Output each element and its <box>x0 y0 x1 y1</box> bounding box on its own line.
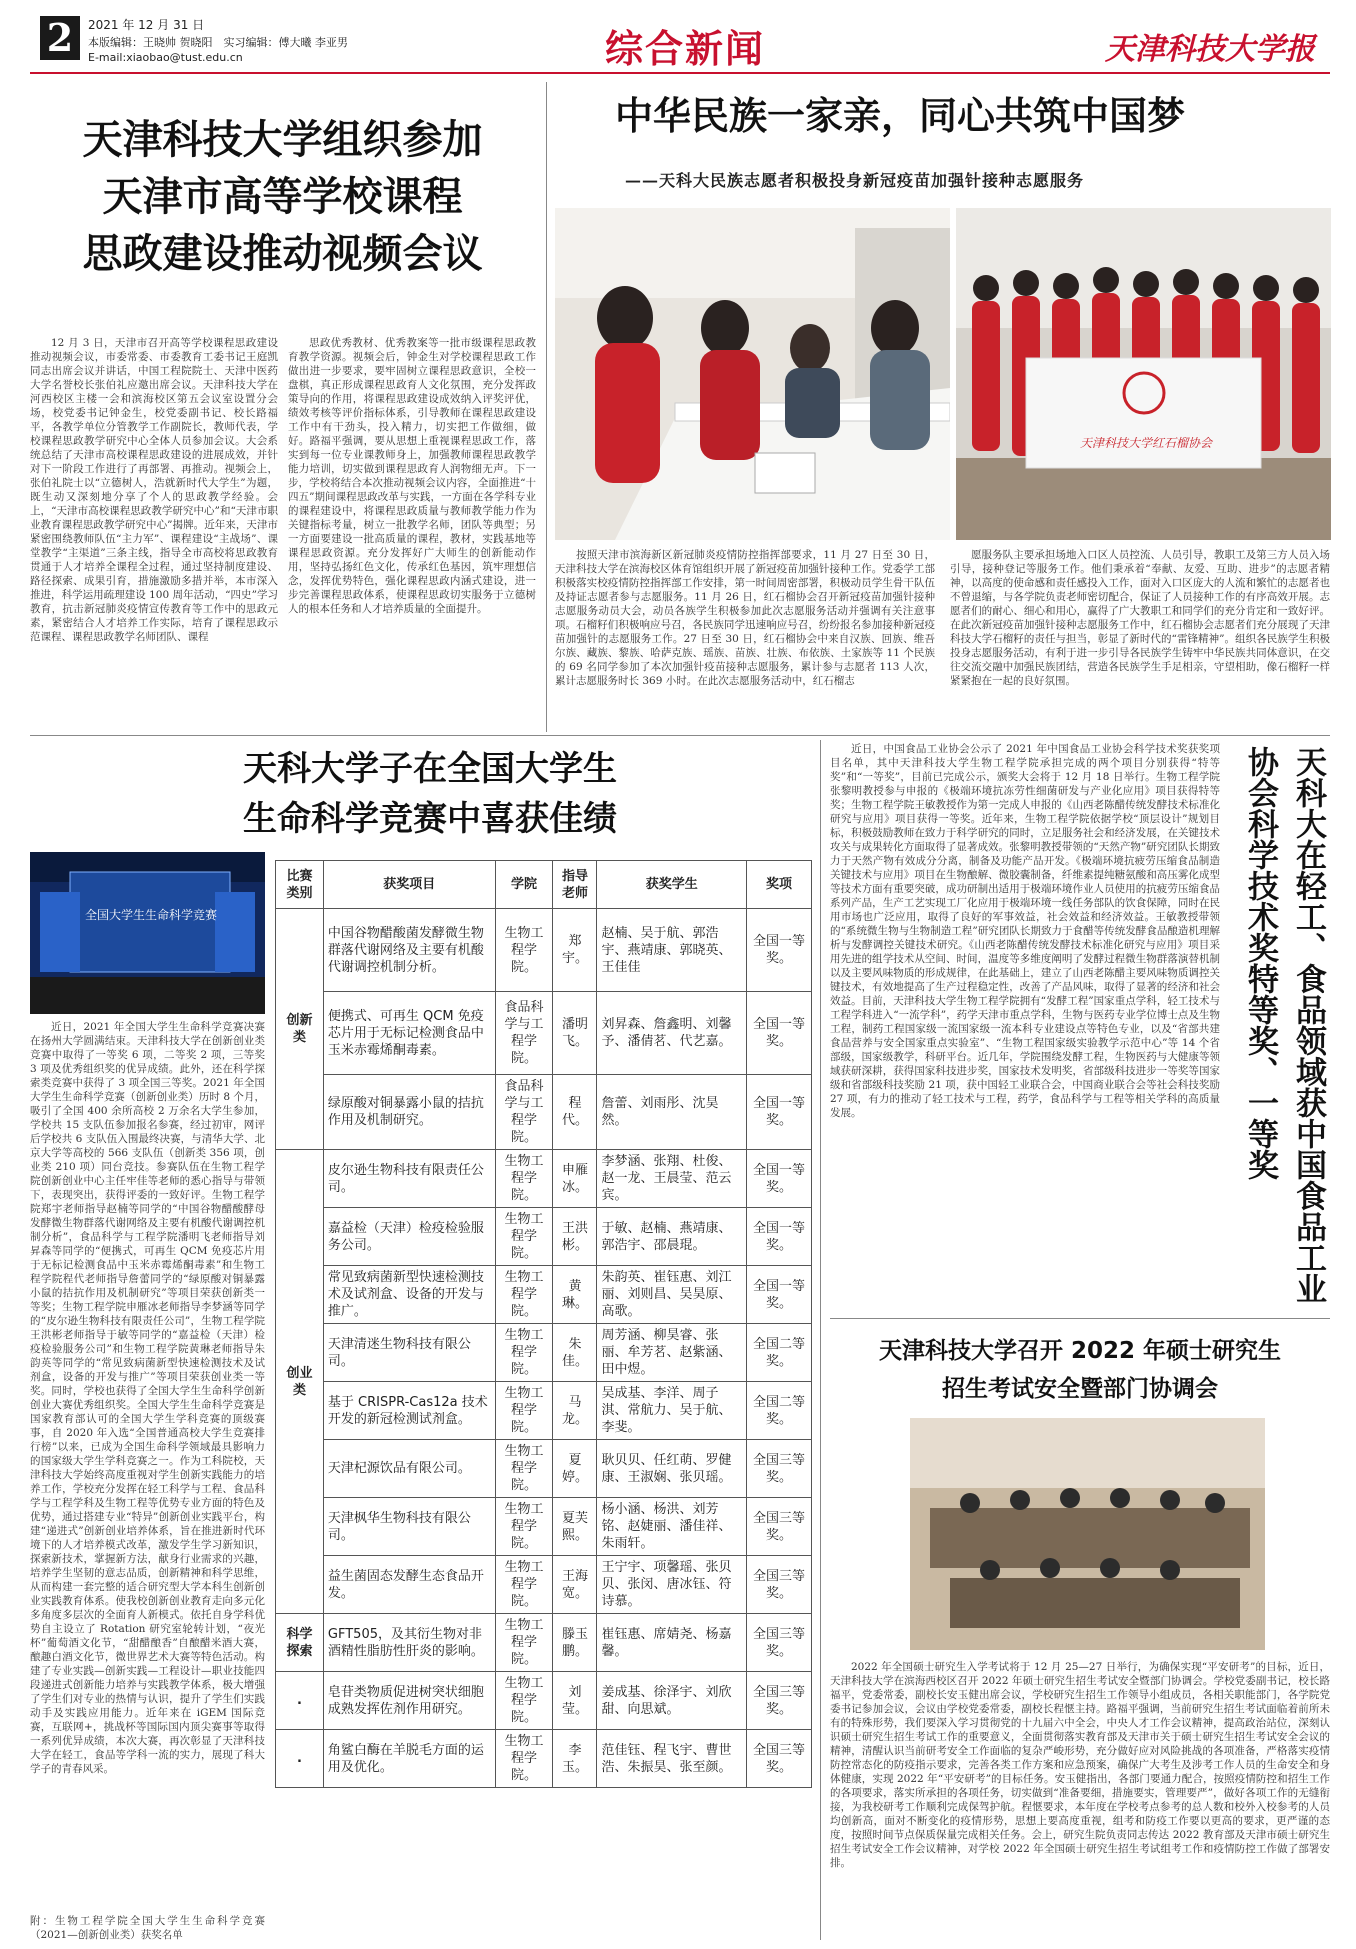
table-cell-advisor: 郑宇。 <box>553 909 597 992</box>
article1-title-line-1: 天津科技大学组织参加 <box>82 117 483 163</box>
table-cell-students: 赵楠、吴于航、郭浩宇、燕靖康、郭晓英、王佳佳 <box>597 909 747 992</box>
table-row <box>276 909 812 992</box>
table-cell-award: 全国一等奖。 <box>747 1150 812 1208</box>
article5-title-line-2: 招生考试安全暨部门协调会 <box>942 1376 1218 1402</box>
table-cell-advisor: 黄琳。 <box>553 1266 597 1324</box>
table-cell-project: 中国谷物醋酸菌发酵微生物群落代谢网络及主要有机酸代谢调控机制分析。 <box>323 909 495 992</box>
table-cell-students: 范佳钰、程飞宇、曹世浩、朱振昊、张至颜。 <box>597 1730 747 1788</box>
header-category: 比赛类别 <box>276 861 324 909</box>
stage-illustration <box>30 852 265 1014</box>
table-cell-students: 吴成基、李洋、周子淇、常航力、吴于航、李斐。 <box>597 1382 747 1440</box>
table-cell-students: 王宁宇、项馨瑶、张贝贝、张闵、唐冰钰、符诗慕。 <box>597 1556 747 1614</box>
table-cell-category: . <box>276 1672 324 1730</box>
article4-body: 近日，中国食品工业协会公示了 2021 年中国食品工业协会科学技术奖获奖项目名单，其中天津科技大学生物工程学院承担完成的两个项目分别获得“特等奖”和“一等奖”，目前已完成公示，颁奖大会将于 12 月 18 日举行。生物工程学院张黎明教授参与申报的《极端环境抗冻劳性细菌研发与产业化应用》项目获得特等奖；生物工程学院王敏教授作为第一完成人申报的《山西老陈醋传统发酵技术标准化研究与应用》项目获得一等奖。近年来，生物工程学院依据学校“顶层设计”规划目标，积极鼓励教师在致力于科学研究的同时，立足服务社会和经济发展，在关键技术攻关与成果转化方面取得了显著成效。张黎明教授带领的“天然产物”研究团队长期致力于天然产物有效成分分离，制备及功能产品开发。《极端环境抗疲劳压缩食品制造关键技术与应用》项目在生物酿解、微胶囊制备，纤维素提纯糖氨酸和高压雾化成型等技术方面有重要突破，成功研制出适用于极端环境作业人员使用的抗疲劳压缩食品系列产品，生产工艺实现工厂化应用于极端环境一线任务部队的饮食保障，同时在民用市场也广泛应用，取得了良好的军事效益，社会效益和经济效益。王敏教授带领的“系统微生物与生物制造工程”研究团队长期致力于食醋等传统发酵食品酿造机理解析与发酵调控关键技术研究。《山西老陈醋传统发酵技术标准化研究与应用》项目采用先进的组学技术从空间、时间，温度等多维度阐明了发酵过程微生物群落演替机制以及主要风味物质的形成规律，在此基础上，建立了山西老陈醋主要风味物质调控关键技术，有效地提高了生产过程稳定性，改善了产品风味，取得了显著的经济和社会效益。目前，天津科技大学生物工程学院拥有“发酵工程”国家重点学科，轻工技术与工程学科进入“一流学科”，药学天津市重点学科，生物与医药专业学位博士点及生物工程，制药工程国家级一流国家级一流本科专业建设点等特色专业，以及“省部共建食品营养与安全国家重点实验室”、“生物工程国家级实验教学示范中心”等 14 个省部级，国家级教学，科研平台。近几年，学院围绕发酵工程，生物医药与大健康等领域获研深耕，获得国家科技进步奖，国家技术发明奖，省部级科技进步一等奖等国家级和省部级科技奖励 21 项，获中国轻工业联合会，中国商业联合会等社会科技奖励 27 项，有力的推动了轻工技术与工程，药学，食品科学与工程等相关学科的高质量发展。 <box>830 743 1220 1119</box>
table-cell-college: 生物工程学院。 <box>495 1324 553 1382</box>
article3-title-line-2: 生命科学竞赛中喜获佳绩 <box>243 799 617 839</box>
volunteer-desk-illustration <box>555 208 950 540</box>
table-cell-students: 詹蕾、刘雨彤、沈昊然。 <box>597 1075 747 1150</box>
table-cell-project: GFT505，及其衍生物对非酒精性脂肪性肝炎的影响。 <box>323 1614 495 1672</box>
horizontal-divider-right <box>830 1318 1330 1319</box>
table-cell-project: 益生菌固态发酵生态食品开发。 <box>323 1556 495 1614</box>
article2-body-col2: 愿服务队主要承担场地入口区人员控流、人员引导，教职工及第三方人员入场引导，接种登记等服务工作。他们秉承着“奉献、友爱、互助、进步”的志愿者精神，以高度的使命感和责任感投入工作，面对入口区庞大的人流和繁忙的志愿者也不曾退缩，与各学院负责老师密切配合，保证了人员接种工作的有序高效开展。志愿者们的耐心、细心和用心，赢得了广大教职工和同学们的充分肯定和一致好评。在此次新冠疫苗加强针接种志愿服务工作中，红石榴协会志愿者们充分展现了天津科技大学石榴籽的责任与担当，彰显了新时代的“雷锋精神”。组织各民族学生积极投身志愿服务活动，有利于进一步引导各民族学生铸牢中华民族共同体意识，在交往交流交融中加强民族团结，营造各民族学生手足相亲，守望相助，像石榴籽一样紧紧抱在一起的良好氛围。 <box>950 549 1330 687</box>
table-row <box>276 1382 812 1440</box>
article1-title-line-2: 天津市高等学校课程 <box>102 174 463 220</box>
page-number-box <box>40 16 80 60</box>
table-cell-project: 天津清迷生物科技有限公司。 <box>323 1324 495 1382</box>
table-cell-award: 全国三等奖。 <box>747 1556 812 1614</box>
awards-table-wrapper <box>275 860 812 1788</box>
table-cell-advisor: 朱佳。 <box>553 1324 597 1382</box>
table-row <box>276 1672 812 1730</box>
horizontal-divider-mid <box>30 735 1330 736</box>
table-cell-students: 崔钰惠、席婧尧、杨嘉馨。 <box>597 1614 747 1672</box>
issue-date: 2021 年 12 月 31 日 <box>88 18 205 32</box>
table-cell-students: 杨小涵、杨洪、刘芳铭、赵婕丽、潘佳祥、朱雨轩。 <box>597 1498 747 1556</box>
article2-title: 中华民族一家亲，同心共筑中国梦 <box>614 94 1185 138</box>
table-cell-project: 嘉益检（天津）检疫检验服务公司。 <box>323 1208 495 1266</box>
table-cell-project: 常见致病菌新型快速检测技术及试剂盒、设备的开发与推广。 <box>323 1266 495 1324</box>
table-cell-students: 朱韵英、崔钰惠、刘江丽、刘则昌、吴昊原、高歌。 <box>597 1266 747 1324</box>
table-cell-project: 皮尔逊生物科技有限责任公司。 <box>323 1150 495 1208</box>
article4-title: 天科大在轻工、食品领域获中国食品工业协会科学技术奖特等奖、一等奖 <box>1242 746 1326 1304</box>
meeting-illustration <box>910 1418 1265 1650</box>
email-line: E-mail:xiaobao@tust.edu.cn <box>88 51 243 64</box>
article2-body-col1: 按照天津市滨海新区新冠肺炎疫情防控指挥部要求，11 月 27 日至 30 日，天津科技大学在滨海校区体育馆组织开展了新冠疫苗加强针接种工作。党委学工部积极落实校疫情防控指挥部工作安排，第一时间周密部署，积极动员学生骨干队伍及持证志愿者参与志愿服务。11 月 26 日，红石榴协会召开新冠疫苗加强针接种志愿服务动员大会，动员各族学生积极参加此次志愿服务活动并强调有关注意事项。石榴籽们积极响应号召，各民族同学迅速响应号召，纷纷报名参加接种新冠疫苗加强针的志愿服务工作。27 日至 30 日，红石榴协会中来自汉族、回族、维吾尔族、藏族、黎族、哈萨克族、瑶族、苗族、壮族、布依族、土家族等 11 个民族的 69 名同学参加了本次加强针疫苗接种志愿服务，累计参与志愿者 113 人次，累计志愿服务时长 369 小时。在此次志愿服务活动中，红石榴志 <box>555 549 935 687</box>
table-cell-students: 姜成基、徐泽宇、刘欣甜、向思斌。 <box>597 1672 747 1730</box>
header-students: 获奖学生 <box>597 861 747 909</box>
table-cell-project: 便携式、可再生 QCM 免疫芯片用于无标记检测食品中玉米赤霉烯酮毒素。 <box>323 992 495 1075</box>
article3-appendix: 附：生物工程学院全国大学生生命科学竞赛（2021—创新创业类）获奖名单 <box>30 1915 265 1941</box>
table-row <box>276 1556 812 1614</box>
column-divider-bottom <box>820 740 821 1940</box>
header-college: 学院 <box>495 861 553 909</box>
volunteer-desk-photo <box>555 208 950 540</box>
table-cell-award: 全国三等奖。 <box>747 1672 812 1730</box>
table-cell-college: 生物工程学院。 <box>495 1672 553 1730</box>
article3-body: 近日，2021 年全国大学生生命科学竞赛决赛在扬州大学圆满结束。天津科技大学在创新创业类竞赛中取得了一等奖 6 项，二等奖 2 项，三等奖 3 项及优秀组织奖的优异成绩。此外，还在科学探索类竞赛中获得了 3 项全国三等奖。2021 年全国大学生生命科学竞赛（创新创业类）历时 8 个月，吸引了全国 400 余所高校 2 万余名大学生参加，学校共 15 支队伍参加报名参赛，经过初审，网评后学校共 6 支队伍入围最终决赛，与清华大学、北京大学等高校的 566 支队伍（创新类 356 项，创业类 210 项）同台竞技。参赛队伍在生物工程学院创新创业中心主任牢佳等老师的悉心指导与带领下，表现突出，获得评委的一致好评。生物工程学院郑宇老师指导赵楠等同学的“中国谷物醋酸酵母发酵微生物群落代谢网络及主要有机酸代谢调控机制分析”，食品科学与工程学院潘明飞老师指导刘昇森等同学的“便携式，可再生 QCM 免疫芯片用于无标记检测食品中玉米赤霉烯酮毒素”和生物工程学院程代老师指导詹蕾同学的“绿原酸对铜暴露小鼠的拮抗作用及机制研究”等项目荣获创新类一等奖；生物工程学院申雁冰老师指导李梦涵等同学的“皮尔逊生物科技有限责任公司”，生物工程学院王洪彬老师指导于敏等同学的“嘉益检（天津）检疫检验服务公司”和生物工程学院黄琳老师指导朱韵英等同学的“常见致病菌新型快速检测技术及试剂盒，设备的开发与推广”等项目荣获创业类一等奖。同时，学校也获得了全国大学生生命科学创新创业大赛优秀组织奖。全国大学生生命科学竞赛是国家教育部认可的全国大学生学科竞赛的顶级赛事，自 2020 年入选“全国普通高校大学生竞赛排行榜”以来，已成为全国生命科学领域最具影响力的国家级大学生学科竞赛之一。作为工科院校，天津科技大学始终高度重视对学生创新实践能力的培养工作，学校充分发挥在轻工科学与工程、食品科学与工程学科及生物工程等优势专业方面的特色及优势，通过搭建专业“特异”创新创业实践平台，构建“递进式”创新创业培养体系，旨在推进新时代环境下的人才培养模式改革，激发学生学习新知识，探索新技术，掌握新方法，献身行业需求的兴趣，培养学生坚韧的意志品质，创新精神和科学思维，从而构建一套完整的适合研究型大学本科生创新创业实践教育体系。使我校创新创业教育走向多元化多角度多层次的全面育人新模式。依托自身学科优势自主设立了 Rotation 研究室轮转计划，“夜光杯”葡萄酒文化节，“甜醋酿香”自酿醋米酒大赛，酿趣白酒文化节，微世界艺术大赛等特色活动。构建了专业实践—创新实践—工程设计—职业技能四段递进式创新能力培养与实践教学体系，极大增强了学生们对专业的热情与认识，提升了学生们实践动手及实践应用能力。近年来在 iGEM 国际竞赛，互联网+，挑战杯等国际国内顶尖赛事等取得一系列优异成绩，本次大赛，再次彰显了天津科技大学在轻工，食品等学科一流的实力，展现了科大学子的青春风采。 <box>30 1021 265 1775</box>
table-cell-college: 生物工程学院。 <box>495 1730 553 1788</box>
table-cell-category: 创业类 <box>276 1150 324 1614</box>
table-cell-award: 全国一等奖。 <box>747 909 812 992</box>
header-advisor: 指导老师 <box>553 861 597 909</box>
table-row <box>276 1150 812 1208</box>
table-cell-advisor: 程代。 <box>553 1075 597 1150</box>
table-cell-advisor: 马龙。 <box>553 1382 597 1440</box>
table-row <box>276 1614 812 1672</box>
table-cell-college: 生物工程学院。 <box>495 1382 553 1440</box>
table-cell-award: 全国一等奖。 <box>747 992 812 1075</box>
table-cell-award: 全国一等奖。 <box>747 1208 812 1266</box>
table-row <box>276 1208 812 1266</box>
table-cell-project: 角鲨白酶在羊脱毛方面的运用及优化。 <box>323 1730 495 1788</box>
table-cell-category: 创新类 <box>276 909 324 1150</box>
table-cell-project: 天津杞源饮品有限公司。 <box>323 1440 495 1498</box>
volunteer-group-photo <box>956 208 1331 540</box>
group-photo-illustration <box>956 208 1331 540</box>
table-cell-award: 全国三等奖。 <box>747 1730 812 1788</box>
table-cell-college: 生物工程学院。 <box>495 1440 553 1498</box>
table-cell-project: 基于 CRISPR-Cas12a 技术开发的新冠检测试剂盒。 <box>323 1382 495 1440</box>
banner-text: 天津科技大学红石榴协会 <box>1079 436 1212 450</box>
table-cell-award: 全国二等奖。 <box>747 1382 812 1440</box>
table-row <box>276 1324 812 1382</box>
article1-body-col1: 12 月 3 日，天津市召开高等学校课程思政建设推动视频会议，市委常委、市委教育工委书记王庭凯同志出席会议并讲话，中国工程院院士、天津中医药大学名誉校长张伯礼应邀出席会议。天津科技大学在河西校区主楼一会和滨海校区第五会议室设置分会场，校党委书记钟金生，校党委副书记、校长路福平，各教学单位分管教学工作副院长，教师代表，学校课程思政教学研究中心全体人员参加会议。大会系统总结了天津市高校课程思政建设的进展成效，并针对下一阶段工作进行了再部署、再推动。视频会上，张伯礼院士以“立德树人，浩就新时代大学生”为题，既生动又深刻地分享了个人的思政教学经验。会上，“天津市高校课程思政教学研究中心”和“天津市职业教育课程思政教学研究中心”揭牌。近年来，天津市紧密围绕教师队伍“主力军”、课程建设“主战场”、课堂教学“主渠道”三条主线，指导全市高校将思政教育贯通于人才培养全课程全过程，通过坚持制度建设、路径探索、成果引育，措施激励多措并举，本市深入推进，科学运用疏理建设 100 周年活动，“四史”学习教育，抗击新冠肺炎疫情宣传教育等工作中的思政元素，紧密结合人才培养工作实际，培育了课程思政示范课程、课程思政教学名师团队、课程 <box>30 337 278 643</box>
table-row <box>276 1075 812 1150</box>
table-cell-advisor: 夏婷。 <box>553 1440 597 1498</box>
awards-table <box>275 860 812 1788</box>
editors-line: 本版编辑：王晓帅 贺晓阳 实习编辑：傅大曦 李亚男 <box>88 36 348 49</box>
meeting-photo <box>910 1418 1265 1650</box>
table-cell-advisor: 李玉。 <box>553 1730 597 1788</box>
article5-title-line-1: 天津科技大学召开 2022 年硕士研究生 <box>878 1338 1282 1364</box>
article1-body-col2: 思政优秀教材、优秀教案等一批市级课程思政教育教学资源。视频会后，钟金生对学校课程思政工作做出进一步要求，要牢固树立课程思政意识，全校一盘棋，真正形成课程思政育人文化氛围，充分发挥政策导向的作用，将课程思政建设成效纳入评奖评优，绩效考核等评价指标体系，引导教师在课程思政建设工作中有干劲头，投入精力，切实把工作做细，做好。路福平强调，要从思想上重视课程思政工作，落实到每一位专业课教师身上，加强教师课程思政教学能力培训，切实做到课程思政育人润物细无声。下一步，学校将结合本次推动视频会议内容，全面推进“十四五”期间课程思政改革与实践，一方面在各学科专业的课程建设中，将课程思政质量与教师教学能力作为关键指标考量，树立一批教学名师，团队等典型；另一方面要建设一批高质量的课程，教材，实践基地等课程思政资源。充分发挥好广大师生的创新能动作用，坚持弘扬红色文化，传承红色基因，筑牢理想信念，发挥优势特色，强化课程思政内涵式建设，进一步完善课程思政体系，使课程思政切实服务于立德树人的根本任务和人才培养质量的全面提升。 <box>288 337 536 615</box>
table-cell-award: 全国一等奖。 <box>747 1266 812 1324</box>
article1-title <box>30 112 535 283</box>
table-cell-college: 生物工程学院。 <box>495 1208 553 1266</box>
table-row <box>276 1266 812 1324</box>
table-cell-project: 绿原酸对铜暴露小鼠的拮抗作用及机制研究。 <box>323 1075 495 1150</box>
table-cell-students: 李梦涵、张翔、杜俊、赵一龙、王晨莹、范云宾。 <box>597 1150 747 1208</box>
table-cell-advisor: 刘莹。 <box>553 1672 597 1730</box>
table-cell-advisor: 潘明飞。 <box>553 992 597 1075</box>
header-award: 奖项 <box>747 861 812 909</box>
article5-body: 2022 年全国硕士研究生入学考试将于 12 月 25—27 日举行，为确保实现“平安研考”的目标，近日，天津科技大学在滨海西校区召开 2022 年硕士研究生招生考试安全暨部门协调会。学校党委副书记，校长路福平，党委常委，副校长安玉健出席会议，学校研究生招生工作领导小组成员，各相关职能部门，各学院党委书记参加会议，会议由学校党委常委，副校长程惬主持。路福平强调，当前研究生招生考试面临着前所未有的特殊形势，我们要深入学习贯彻党的十九届六中全会，中央人才工作会议精神，提高政治站位，深刻认识硕士研究生招生考试工作的重要意义，全面贯彻落实教育部及天津市关于硕士研究生招生考试安全会议的精神，清醒认识当前研考安全工作面临的复杂严峻形势，充分做好应对风险挑战的各项准备，严格落实疫情防控常态化的防疫指示要求，完善各类工作方案和应急预案，确保广大考生及涉考工作人员的生命安全和身体健康，实现 2022 年“平安研考”的目标任务。安玉健指出，各部门要通力配合，按照疫情防控和招生工作的各项要求，落实所承担的各项任务，切实做到“准备要细，措施要实，管理要严”，做好各项工作的无缝衔接，为我校研考工作顺利完成保驾护航。程惬要求，本年度在学校考点参考的总人数和校外入校参考的人员均创新高，面对不断变化的疫情形势，思想上要高度重视，组考和防疫工作要以更高的要求，更严谨的态度，按照时间节点保质保量完成相关任务。会上，研究生院负责同志传达 2022 教育部及天津市硕士研究生招生考试安全工作会议精神，对学校 2022 年全国硕士研究生招生考试组考工作和疫情防控工作做了部署安排。 <box>830 1661 1330 1869</box>
article3-title-line-1: 天科大学子在全国大学生 <box>243 749 617 789</box>
column-divider-top <box>546 82 547 732</box>
table-cell-students: 于敏、赵楠、燕靖康、郭浩宇、邵晨琨。 <box>597 1208 747 1266</box>
table-cell-advisor: 夏芙熙。 <box>553 1498 597 1556</box>
table-row <box>276 992 812 1075</box>
table-cell-college: 生物工程学院。 <box>495 1498 553 1556</box>
article5-title <box>830 1332 1330 1408</box>
table-cell-award: 全国三等奖。 <box>747 1614 812 1672</box>
table-cell-category: 科学探索 <box>276 1614 324 1672</box>
table-cell-project: 天津枫华生物科技有限公司。 <box>323 1498 495 1556</box>
header-project: 获奖项目 <box>323 861 495 909</box>
table-cell-college: 生物工程学院。 <box>495 1150 553 1208</box>
table-row <box>276 1730 812 1788</box>
table-cell-students: 周芳涵、柳昊睿、张丽、牟芳茗、赵紫涵、田中煜。 <box>597 1324 747 1382</box>
section-title: 综合新闻 <box>605 27 766 71</box>
table-cell-project: 皂苷类物质促进树突状细胞成熟发挥佐剂作用研究。 <box>323 1672 495 1730</box>
table-cell-advisor: 王洪彬。 <box>553 1208 597 1266</box>
table-row <box>276 1498 812 1556</box>
article1-title-line-3: 思政建设推动视频会议 <box>82 231 483 277</box>
table-cell-advisor: 滕玉鹏。 <box>553 1614 597 1672</box>
article3-title <box>200 744 660 844</box>
table-cell-award: 全国三等奖。 <box>747 1498 812 1556</box>
award-stage-photo <box>30 852 265 1014</box>
table-cell-college: 生物工程学院。 <box>495 909 553 992</box>
paper-name: 天津科技大学报 <box>1105 32 1315 67</box>
table-cell-advisor: 王海宽。 <box>553 1556 597 1614</box>
table-cell-college: 生物工程学院。 <box>495 1614 553 1672</box>
table-cell-college: 食品科学与工程学院。 <box>495 1075 553 1150</box>
table-cell-college: 生物工程学院。 <box>495 1266 553 1324</box>
awards-table-header <box>276 861 812 909</box>
table-row <box>276 1440 812 1498</box>
table-cell-award: 全国一等奖。 <box>747 1075 812 1150</box>
table-cell-advisor: 申雁冰。 <box>553 1150 597 1208</box>
stage-screen-text: 全国大学生生命科学竞赛 <box>84 908 217 922</box>
table-cell-award: 全国三等奖。 <box>747 1440 812 1498</box>
table-cell-students: 耿贝贝、任红萌、罗健康、王淑娴、张贝瑶。 <box>597 1440 747 1498</box>
page-number: 2 <box>46 15 74 60</box>
table-cell-category: . <box>276 1730 324 1788</box>
table-cell-college: 食品科学与工程学院。 <box>495 992 553 1075</box>
table-cell-award: 全国二等奖。 <box>747 1324 812 1382</box>
article2-subtitle: ——天科大民族志愿者积极投身新冠疫苗加强针接种志愿服务 <box>625 171 1085 190</box>
masthead-rule <box>30 72 1330 74</box>
table-cell-college: 生物工程学院。 <box>495 1556 553 1614</box>
awards-table-body <box>276 909 812 1788</box>
table-cell-students: 刘昇森、詹鑫明、刘馨予、潘倩茗、代艺嘉。 <box>597 992 747 1075</box>
